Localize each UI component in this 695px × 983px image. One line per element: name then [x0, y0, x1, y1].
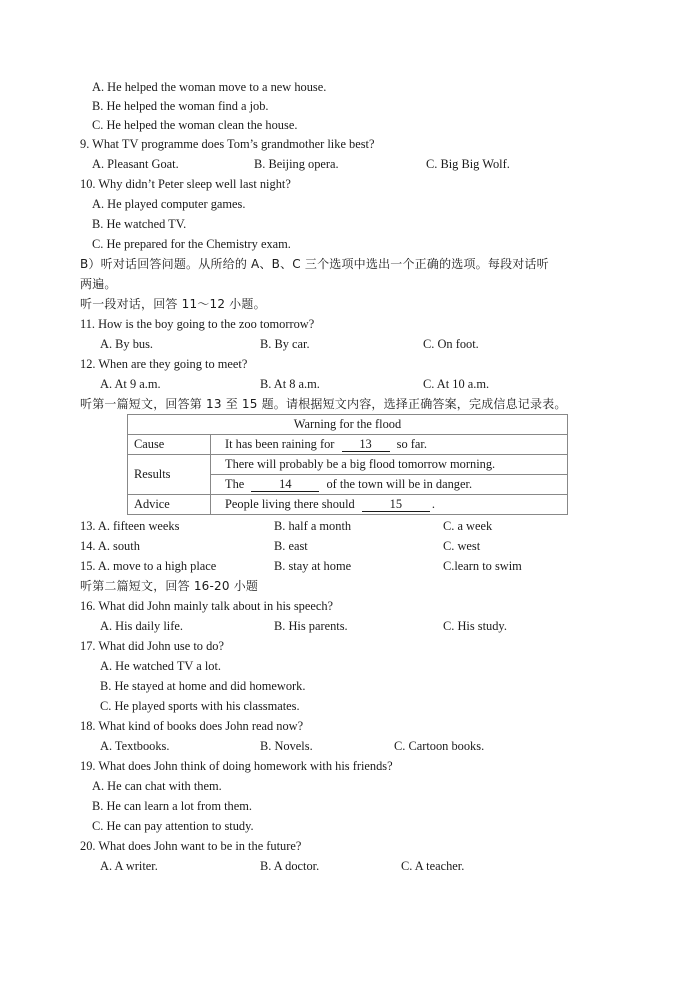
q13-option-b: B. half a month — [274, 519, 352, 533]
q9-question: 9. What TV programme does Tom’s grandmother like best? — [80, 137, 375, 151]
q19-option-a: A. He can chat with them. — [92, 779, 222, 793]
q10-option-a: A. He played computer games. — [92, 197, 246, 211]
q17-option-a: A. He watched TV a lot. — [100, 659, 222, 673]
results-line2-cell — [211, 475, 568, 495]
q18-question: 18. What kind of books does John read now? — [80, 719, 304, 733]
q20-question: 20. What does John want to be in the future? — [80, 839, 302, 853]
advice-after: . — [431, 497, 435, 511]
q15-option-b: B. stay at home — [274, 559, 352, 573]
q18-option-b: B. Novels. — [260, 739, 313, 753]
results-pre: The — [225, 477, 245, 491]
flood-warning-table — [127, 414, 568, 515]
q14-option-b: B. east — [274, 539, 308, 553]
q20-option-b: B. A doctor. — [260, 859, 320, 873]
q8-option-b: B. He helped the woman find a job. — [92, 99, 269, 113]
q9-option-a: A. Pleasant Goat. — [92, 157, 179, 171]
q18-option-c: C. Cartoon books. — [394, 739, 485, 753]
cause-after: so far. — [396, 437, 427, 451]
passage2-intro: 听第二篇短文，回答 16-20 小题 — [80, 579, 259, 593]
q13-option-c: C. a week — [443, 519, 493, 533]
q11-option-a: A. By bus. — [100, 337, 154, 351]
blank-15: 15 — [362, 497, 430, 512]
advice-label: Advice — [128, 495, 211, 515]
q19-option-c: C. He can pay attention to study. — [92, 819, 254, 833]
q11-option-b: B. By car. — [260, 337, 310, 351]
q10-question: 10. Why didn’t Peter sleep well last night? — [80, 177, 291, 191]
q17-option-c: C. He played sports with his classmates. — [100, 699, 300, 713]
cause-cell — [211, 435, 568, 455]
cause-label: Cause — [128, 435, 211, 455]
results-after: of the town will be in danger. — [326, 477, 473, 491]
q13-option-a: 13. A. fifteen weeks — [80, 519, 180, 533]
q12-option-c: C. At 10 a.m. — [423, 377, 490, 391]
q20-option-c: C. A teacher. — [401, 859, 465, 873]
q15-option-a: 15. A. move to a high place — [80, 559, 217, 573]
dialogue-intro: 听一段对话，回答 11～12 小题。 — [80, 297, 266, 311]
blank-14: 14 — [251, 477, 319, 492]
section-b-instruction-cont: 两遍。 — [80, 277, 117, 291]
results-line1: There will probably be a big flood tomorrow morning. — [211, 455, 568, 475]
cause-text: It has been raining for — [225, 437, 335, 451]
q11-question: 11. How is the boy going to the zoo tomorrow? — [80, 317, 315, 331]
section-b-instruction: B）听对话回答问题。从所给的 A、B、C 三个选项中选出一个正确的选项。每段对话听 — [80, 257, 549, 271]
passage1-intro: 听第一篇短文，回答第 13 至 15 题。请根据短文内容，选择正确答案，完成信息记录表。 — [80, 397, 567, 411]
q12-option-a: A. At 9 a.m. — [100, 377, 161, 391]
q17-question: 17. What did John use to do? — [80, 639, 224, 653]
advice-cell — [211, 495, 568, 515]
q19-option-b: B. He can learn a lot from them. — [92, 799, 252, 813]
q8-option-a: A. He helped the woman move to a new house. — [92, 80, 327, 94]
q14-option-c: C. west — [443, 539, 481, 553]
q12-option-b: B. At 8 a.m. — [260, 377, 320, 391]
q17-option-b: B. He stayed at home and did homework. — [100, 679, 306, 693]
q14-option-a: 14. A. south — [80, 539, 140, 553]
table-title: Warning for the flood — [128, 415, 568, 435]
q9-option-b: B. Beijing opera. — [254, 157, 339, 171]
blank-13: 13 — [342, 437, 390, 452]
q18-option-a: A. Textbooks. — [100, 739, 170, 753]
q10-option-b: B. He watched TV. — [92, 217, 187, 231]
q16-option-c: C. His study. — [443, 619, 507, 633]
q12-question: 12. When are they going to meet? — [80, 357, 248, 371]
q16-option-a: A. His daily life. — [100, 619, 183, 633]
q19-question: 19. What does John think of doing homework with his friends? — [80, 759, 393, 773]
q8-option-c: C. He helped the woman clean the house. — [92, 118, 298, 132]
q10-option-c: C. He prepared for the Chemistry exam. — [92, 237, 291, 251]
results-label: Results — [128, 455, 211, 495]
q20-option-a: A. A writer. — [100, 859, 158, 873]
advice-text: People living there should — [225, 497, 355, 511]
q16-question: 16. What did John mainly talk about in his speech? — [80, 599, 334, 613]
q11-option-c: C. On foot. — [423, 337, 479, 351]
q15-option-c: C.learn to swim — [443, 559, 522, 573]
q16-option-b: B. His parents. — [274, 619, 348, 633]
q9-option-c: C. Big Big Wolf. — [426, 157, 510, 171]
